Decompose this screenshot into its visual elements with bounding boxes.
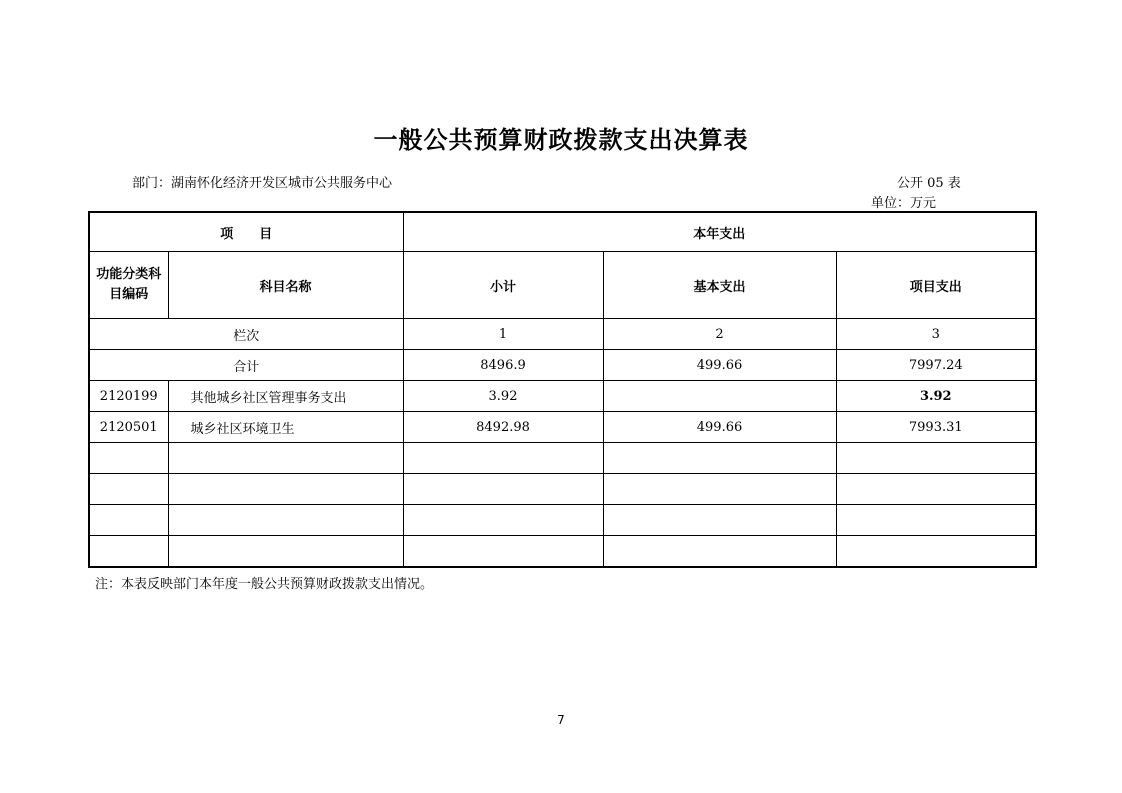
empty-cell	[89, 505, 168, 536]
empty-cell	[836, 443, 1036, 474]
row-subtotal: 3.92	[403, 381, 603, 412]
row-project: 3.92	[836, 381, 1036, 412]
column-number-3: 3	[836, 319, 1036, 350]
row-project: 7993.31	[836, 412, 1036, 443]
row-code: 2120199	[89, 381, 168, 412]
empty-cell	[836, 505, 1036, 536]
empty-cell	[89, 536, 168, 568]
empty-cell	[89, 443, 168, 474]
header-basic: 基本支出	[603, 252, 836, 319]
total-row	[89, 350, 1036, 381]
empty-cell	[168, 443, 403, 474]
empty-cell	[168, 474, 403, 505]
page-title: 一般公共预算财政拨款支出决算表	[373, 126, 749, 154]
empty-row	[89, 474, 1036, 505]
empty-cell	[403, 443, 603, 474]
empty-row	[89, 536, 1036, 568]
total-label: 合计	[89, 350, 403, 381]
column-number-label: 栏次	[89, 319, 403, 350]
empty-cell	[603, 505, 836, 536]
empty-row	[89, 443, 1036, 474]
empty-cell	[168, 536, 403, 568]
row-code: 2120501	[89, 412, 168, 443]
total-basic: 499.66	[603, 350, 836, 381]
row-basic	[603, 381, 836, 412]
column-number-row	[89, 319, 1036, 350]
total-project: 7997.24	[836, 350, 1036, 381]
empty-cell	[603, 536, 836, 568]
empty-cell	[403, 505, 603, 536]
column-number-2: 2	[603, 319, 836, 350]
empty-cell	[836, 536, 1036, 568]
row-name: 城乡社区环境卫生	[168, 412, 403, 443]
empty-row	[89, 505, 1036, 536]
department-label: 部门：湖南怀化经济开发区城市公共服务中心	[132, 176, 393, 191]
row-basic: 499.66	[603, 412, 836, 443]
column-number-1: 1	[403, 319, 603, 350]
unit-label: 单位：万元	[871, 196, 937, 211]
expenditure-table	[88, 211, 1037, 568]
empty-cell	[403, 536, 603, 568]
page-number: 7	[557, 713, 565, 727]
header-project: 项目支出	[836, 252, 1036, 319]
table-row	[89, 412, 1036, 443]
header-item: 项 目	[89, 212, 403, 252]
header-current-year: 本年支出	[403, 212, 1036, 252]
table-row	[89, 381, 1036, 412]
empty-cell	[836, 474, 1036, 505]
empty-cell	[168, 505, 403, 536]
empty-cell	[603, 443, 836, 474]
header-subtotal: 小计	[403, 252, 603, 319]
row-name: 其他城乡社区管理事务支出	[168, 381, 403, 412]
header-name: 科目名称	[168, 252, 403, 319]
header-code: 功能分类科目编码	[89, 252, 168, 319]
total-subtotal: 8496.9	[403, 350, 603, 381]
form-number: 公开 05 表	[897, 176, 961, 191]
row-subtotal: 8492.98	[403, 412, 603, 443]
empty-cell	[89, 474, 168, 505]
table-note: 注：本表反映部门本年度一般公共预算财政拨款支出情况。	[95, 577, 434, 592]
empty-cell	[603, 474, 836, 505]
empty-cell	[403, 474, 603, 505]
